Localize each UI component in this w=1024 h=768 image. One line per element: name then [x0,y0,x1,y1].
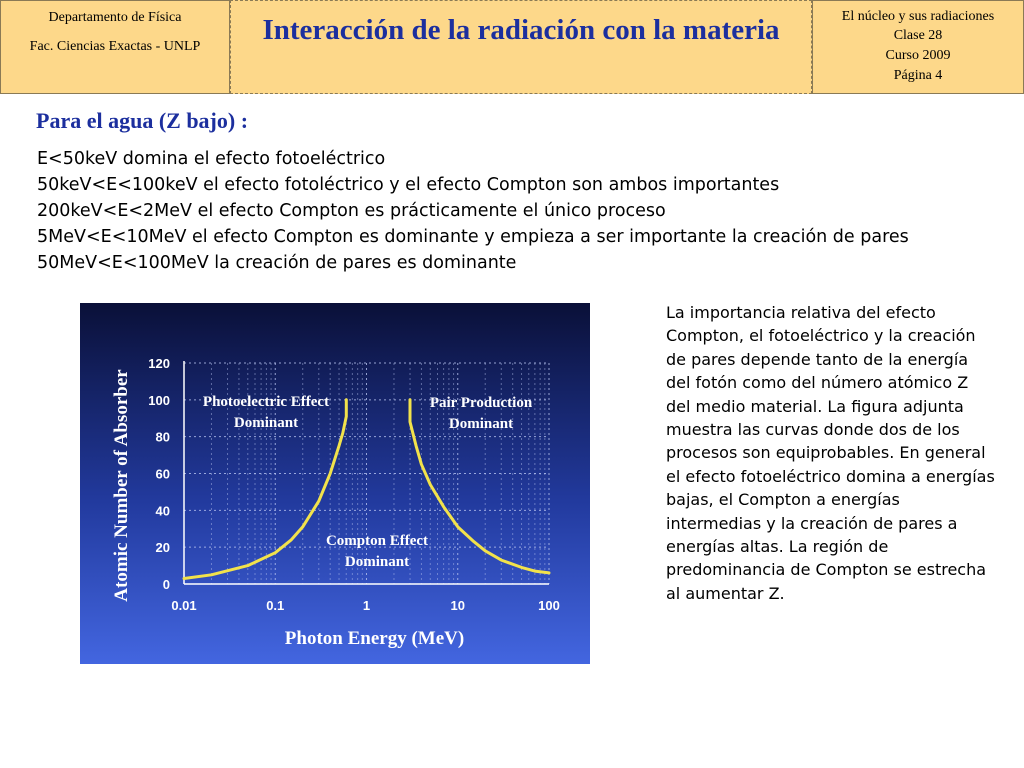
energy-rule: 50MeV<E<100MeV la creación de pares es dominante [37,253,517,273]
description-paragraph: La importancia relativa del efecto Compton, el fotoeléctrico y la creación de pares depende tanto de la energía del fotón como del número atómico Z del medio material. La figura adjunta muestra las curvas donde dos de los procesos son equiprobables. En general el efecto fotoeléctrico domina a energías bajas, el Compton a energías intermedias y la creación de pares a energías altas. La región de predominancia de Compton se estrecha al aumentar Z. [666,303,995,603]
energy-rule: 50keV<E<100keV el efecto fotoléctrico y el efecto Compton son ambos importantes [37,175,780,195]
page-title: Interacción de la radiación con la materia [262,14,780,46]
x-tick-label: 10 [450,598,465,613]
section-subheading: Para el agua (Z bajo) : [36,108,249,133]
region-annotation-label: Pair Production [429,395,533,411]
energy-rule: 200keV<E<2MeV el efecto Compton es prácticamente el único proceso [37,201,666,221]
region-annotation-label: Dominant [233,415,299,431]
header-right-box [812,0,1024,94]
x-tick-label: 100 [538,598,560,613]
department-label: Departamento de Física [48,10,182,25]
energy-rule: E<50keV domina el efecto fotoeléctrico [37,149,386,169]
y-tick-label: 120 [148,356,170,371]
x-axis-title: Photon Energy (MeV) [284,628,465,649]
x-tick-label: 0.1 [266,598,285,613]
energy-rule: 5MeV<E<10MeV el efecto Compton es dominante y empieza a ser importante la creación de pares [37,227,909,247]
y-tick-label: 60 [155,466,170,482]
y-tick-label: 80 [155,429,170,445]
region-annotation-label: Dominant [448,416,514,432]
course-name-label: El núcleo y sus radiaciones [841,9,995,24]
faculty-label: Fac. Ciencias Exactas - UNLP [29,39,201,54]
class-number-label: Clase 28 [893,28,943,43]
header-title-box [230,0,812,94]
page-number-label: Página 4 [893,68,943,83]
energy-rules-list [37,146,909,276]
course-year-label: Curso 2009 [885,48,951,63]
y-tick-label: 0 [162,577,170,592]
header-left-box [0,0,230,94]
y-axis-title: Atomic Number of Absorber [111,369,132,602]
y-tick-label: 20 [155,540,170,556]
y-tick-label: 100 [148,392,170,408]
region-annotation-label: Dominant [344,554,410,570]
x-tick-label: 1 [362,598,371,613]
region-annotation-label: Photoelectric Effect [202,394,330,410]
x-tick-label: 0.01 [171,598,197,613]
region-annotation-label: Compton Effect [325,533,429,549]
y-tick-label: 40 [155,503,170,519]
interaction-dominance-chart [80,303,590,664]
